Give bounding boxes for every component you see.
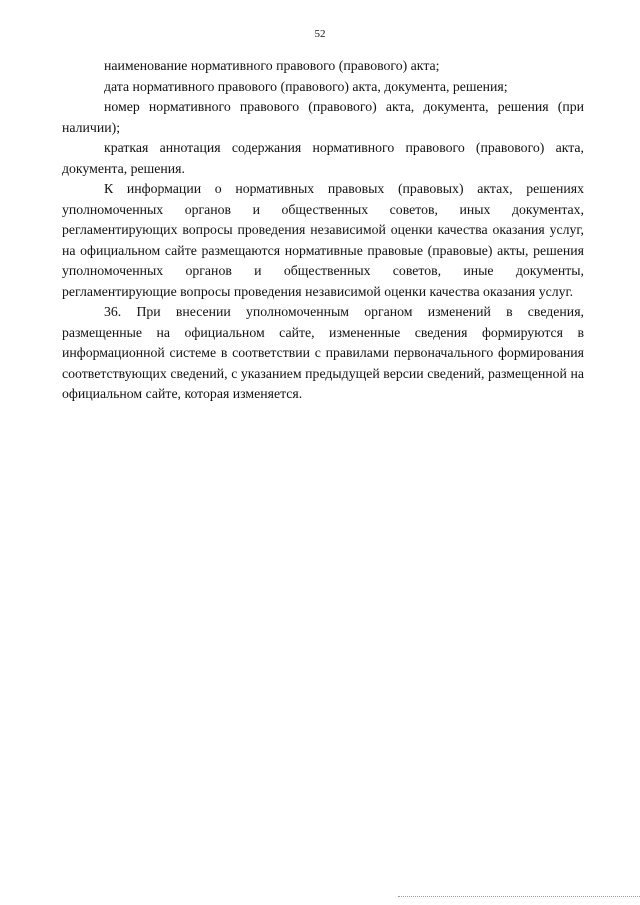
- page-number: 52: [314, 28, 326, 40]
- list-item-act-number: номер нормативного правового (правового) акта, документа, решения (при наличии);: [62, 99, 584, 135]
- list-item-act-annotation: краткая аннотация содержания нормативного правового (правового) акта, документа, решения.: [62, 140, 584, 176]
- list-item-act-date: дата нормативного правового (правового) акта, документа, решения;: [104, 78, 508, 94]
- list-item-act-name: наименование нормативного правового (правового) акта;: [104, 58, 440, 73]
- paragraph-item-36: 36. При внесении уполномоченным органом изменений в сведения, размещенные на официальном сайте, измененные сведения формируются в информационной системе в соответствии с правилами первоначального формирования соответствующих сведений, с указанием предыдущей версии сведений, размещенной на официальном сайте, которая изменяется.: [62, 304, 584, 401]
- page-body: [62, 56, 584, 405]
- paragraph-acts-information: К информации о нормативных правовых (правовых) актах, решениях уполномоченных органов и общественных советов, иных документах, регламентирующих вопросы проведения независимой оценки качества оказания услуг, на официальном сайте размещаются нормативные правовые (правовые) акты, решения уполномоченных органов и общественных советов, иные документы, регламентирующие вопросы проведения независимой оценки качества оказания услуг.: [62, 181, 584, 299]
- scan-edge-line: [398, 896, 640, 897]
